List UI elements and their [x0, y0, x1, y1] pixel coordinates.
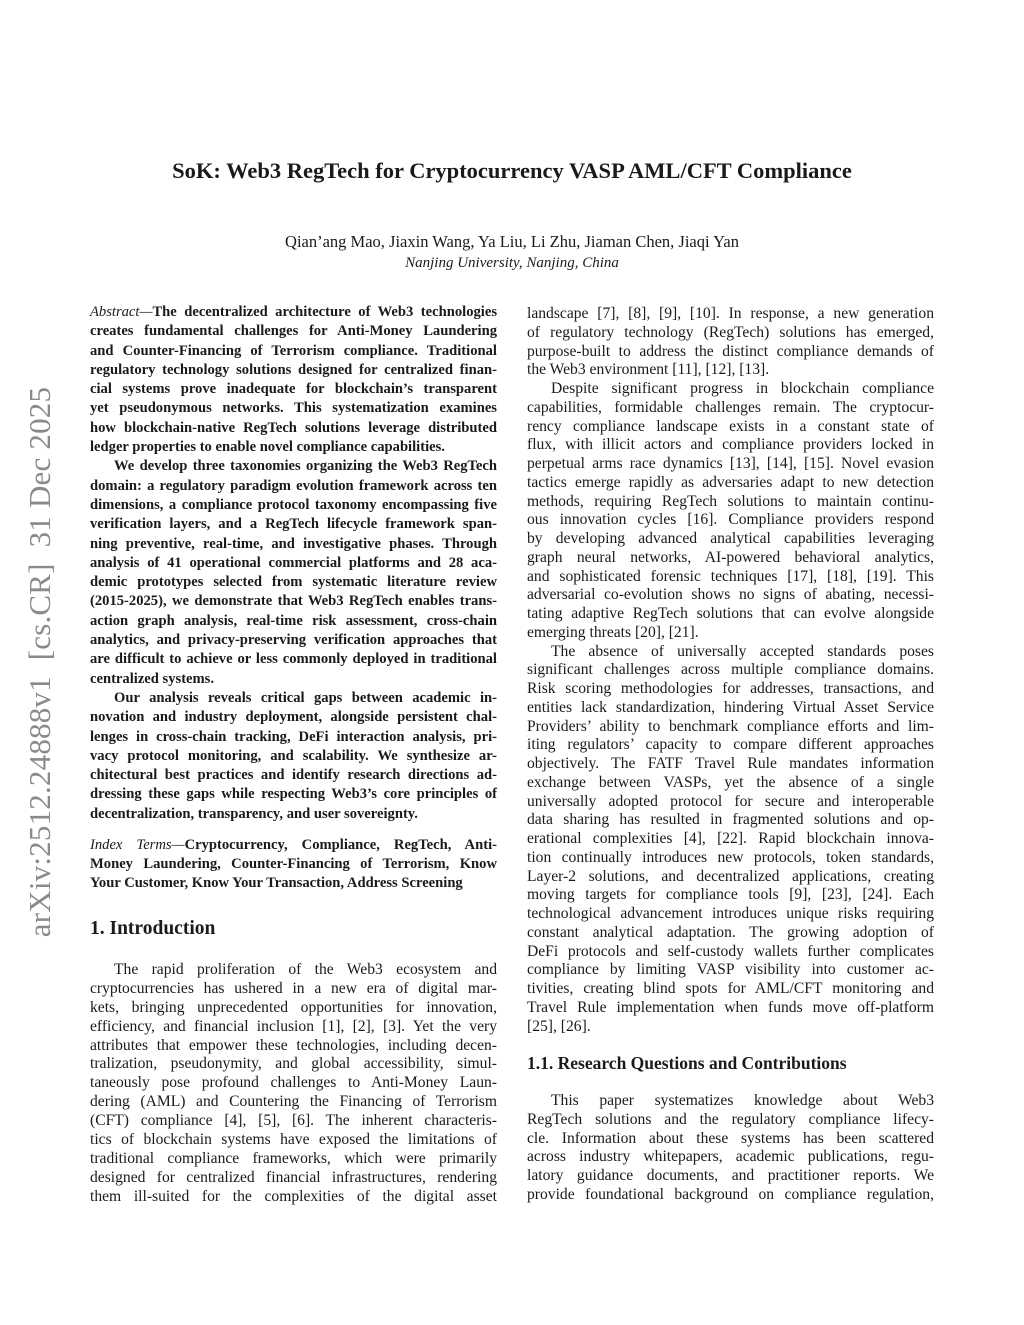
text-line: Layer-2 solutions, and decentralized applications, creating [527, 867, 934, 885]
text-line [90, 303, 497, 322]
text-line: dering (AML) and Countering the Financing of Terrorism [90, 1093, 497, 1111]
text-line: chitectural best practices and identify research directions ad- [90, 767, 497, 784]
text-line: regulatory technology solutions designed for centralized finan- [90, 361, 497, 378]
text-line: moving targets for compliance tools [9], [23], [24]. Each [527, 886, 934, 904]
text-line: rency compliance landscape exists in a constant state of [527, 417, 934, 435]
text-line: ledger properties to enable novel compliance capabilities. [90, 439, 445, 456]
text-line: tactics emerge rapidly as adversaries adapt to new detection [527, 473, 934, 491]
text-line: DeFi protocols and self-custody wallets further complicates [527, 942, 934, 960]
text-line: tics of blockchain systems have exposed the limitations of [90, 1131, 497, 1149]
text-line: The absence of universally accepted standards poses [551, 642, 934, 660]
text-line: perpetual arms race dynamics [13], [14], [15]. Novel evasion [527, 455, 934, 472]
text-line: capabilities, formidable challenges remain. The cryptocur- [527, 398, 934, 416]
text-line: of regulatory technology (RegTech) solutions has emerged, [527, 323, 934, 341]
text-line: technological advancement introduces unique risks requiring [527, 905, 934, 922]
text-line: tating adaptive RegTech solutions that can evolve alongside [527, 605, 934, 622]
text-line: demic prototypes selected from systematic literature review [90, 574, 497, 591]
text-line: across industry whitepapers, academic publications, regu- [527, 1148, 934, 1166]
section-heading-introduction: 1. Introduction [90, 918, 216, 939]
text-line: entities lack standardization, hindering Virtual Asset Service [527, 698, 934, 716]
text-line [90, 836, 497, 855]
text-line: Money Laundering, Counter-Financing of Terrorism, Know [90, 856, 497, 872]
text-line: how blockchain-native RegTech solutions leverage distributed [90, 419, 497, 436]
line-text: Cryptocurrency, Compliance, RegTech, Anti- [184, 837, 497, 853]
right-column-body [527, 305, 934, 1036]
text-line: adversarial co-evolution shows no signs of abating, necessi- [527, 586, 934, 604]
text-line: cial systems prove inadequate for blockchain’s transparent [90, 381, 497, 398]
text-line: methods, requiring RegTech solutions to maintain continu- [527, 492, 934, 510]
text-line: creates fundamental challenges for Anti-Money Laundering [90, 323, 497, 340]
text-line: tivities, creating blind spots for AML/CFT monitoring and [527, 980, 934, 997]
text-line: latory guidance documents, and practitioner reports. We [527, 1167, 934, 1185]
author-list: Qian’ang Mao, Jiaxin Wang, Ya Liu, Li Zhu, Jiaman Chen, Jiaqi Yan [285, 232, 739, 251]
text-line: compliance by limiting VASP visibility into customer ac- [527, 961, 934, 979]
affiliation: Nanjing University, Nanjing, China [405, 255, 619, 271]
text-line: significant challenges across multiple compliance domains. [527, 661, 934, 679]
text-line: tion continually introduces new protocols, token standards, [527, 848, 934, 866]
text-line: verification layers, and a RegTech lifecycle framework span- [90, 516, 497, 533]
text-line: purpose-built to address the distinct compliance demands of [527, 342, 934, 360]
text-line: cryptocurrencies has ushered in a new era of digital mar- [90, 979, 497, 997]
text-line: and sophisticated forensic techniques [17], [18], [19]. This [527, 567, 934, 585]
line-text: The decentralized architecture of Web3 technologies [152, 304, 497, 320]
text-line: by developing advanced analytical capabilities leveraging [527, 530, 934, 547]
text-line: tralization, pseudonymity, and global accessibility, simul- [90, 1055, 497, 1073]
text-line: provide foundational background on compliance regulation, [527, 1185, 934, 1203]
text-line: traditional compliance frameworks, which were primarily [90, 1149, 497, 1167]
text-line: Our analysis reveals critical gaps between academic in- [114, 689, 497, 706]
text-line: (CFT) compliance [4], [5], [6]. The inherent characteris- [90, 1112, 497, 1130]
text-line: analytics, and privacy-preserving verification approaches that [90, 632, 497, 649]
label: Index Terms— [90, 837, 185, 853]
text-line: domain: a regulatory paradigm evolution framework across ten [90, 477, 497, 494]
text-line: dressing these gaps while respecting Web3’s core principles of [90, 786, 497, 803]
text-line: designed for centralized financial infrastructures, rendering [90, 1168, 497, 1186]
text-line: attributes that empower these technologies, including decen- [90, 1036, 497, 1054]
text-line: vacy protocol monitoring, and scalability. We synthesize ar- [90, 747, 497, 764]
section-heading-research-questions: 1.1. Research Questions and Contributions [527, 1053, 847, 1073]
arxiv-sidebar-stamp: arXiv:2512.24888v1 [cs.CR] 31 Dec 2025 [22, 386, 57, 938]
text-line: ous innovation cycles [16]. Compliance providers respond [527, 511, 934, 529]
text-line: lenges in cross-chain tracking, DeFi interaction analysis, pri- [90, 728, 497, 745]
paper-title: SoK: Web3 RegTech for Cryptocurrency VASP AML/CFT Compliance [172, 158, 852, 183]
text-line: Providers’ ability to benchmark compliance efforts and lim- [527, 717, 934, 735]
research-questions-body [527, 1092, 934, 1205]
text-line: The rapid proliferation of the Web3 ecosystem and [114, 961, 497, 978]
text-line: cle. Information about these systems has been scattered [527, 1129, 934, 1147]
text-line: RegTech solutions and the regulatory compliance lifecy- [527, 1110, 934, 1128]
text-line: (2015-2025), we demonstrate that Web3 RegTech enables trans- [90, 593, 497, 610]
text-line: are difficult to achieve or less commonly deployed in traditional [90, 651, 497, 668]
text-line: centralized systems. [90, 670, 215, 687]
text-line: exchange between VASPs, yet the absence of a single [527, 773, 934, 791]
text-line: yet pseudonymous networks. This systematization examines [90, 400, 497, 417]
label: Abstract— [90, 304, 153, 320]
text-line: Travel Rule implementation when funds move off-platform [527, 998, 934, 1016]
abstract [90, 303, 497, 824]
text-line: kets, bringing unprecedented opportunities for innovation, [90, 998, 497, 1016]
text-line: data sharing has resulted in fragmented solutions and op- [527, 811, 934, 829]
text-line: Risk scoring methodologies for addresses, transactions, and [527, 680, 934, 697]
text-line: flux, with illicit actors and compliance providers locked in [527, 436, 934, 454]
text-line: ning preventive, real-time, and investigative phases. Through [90, 535, 497, 552]
text-line: and Counter-Financing of Terrorism compliance. Traditional [90, 342, 497, 359]
text-line: Your Customer, Know Your Transaction, Address Screening [90, 875, 463, 891]
text-line: taneously pose profound challenges to Anti-Money Laun- [90, 1074, 497, 1092]
text-line: Despite significant progress in blockchain compliance [551, 380, 934, 397]
text-line: them ill-suited for the complexities of the digital asset [90, 1187, 497, 1205]
text-line: iting regulators’ capacity to compare different approaches [527, 736, 934, 754]
text-line: emerging threats [20], [21]. [527, 623, 699, 641]
text-line: dimensions, a compliance protocol taxonomy encompassing five [90, 496, 497, 513]
text-line: erational complexities [4], [22]. Rapid blockchain innova- [527, 830, 934, 847]
text-line: novation and industry deployment, alongside persistent chal- [90, 709, 497, 726]
text-line: decentralization, transparency, and user sovereignty. [90, 805, 418, 822]
text-line: analysis of 41 operational commercial platforms and 28 aca- [90, 554, 497, 571]
text-line: the Web3 environment [11], [12], [13]. [527, 361, 770, 379]
text-line: [25], [26]. [527, 1017, 591, 1035]
index-terms [90, 836, 497, 893]
text-line: action graph analysis, real-time risk assessment, cross-chain [90, 612, 497, 629]
introduction-body [90, 961, 497, 1207]
text-line: constant analytical adaptation. The growing adoption of [527, 923, 934, 941]
text-line: This paper systematizes knowledge about Web3 [551, 1092, 934, 1109]
text-line: landscape [7], [8], [9], [10]. In response, a new generation [527, 305, 934, 322]
text-line: universally adopted protocol for secure and interoperable [527, 792, 934, 810]
text-line: graph neural networks, AI-powered behavioral analytics, [527, 548, 934, 566]
text-line: efficiency, and financial inclusion [1], [2], [3]. Yet the very [90, 1017, 497, 1035]
text-line: objectively. The FATF Travel Rule mandates information [527, 755, 934, 772]
text-line: We develop three taxonomies organizing the Web3 RegTech [114, 458, 497, 475]
